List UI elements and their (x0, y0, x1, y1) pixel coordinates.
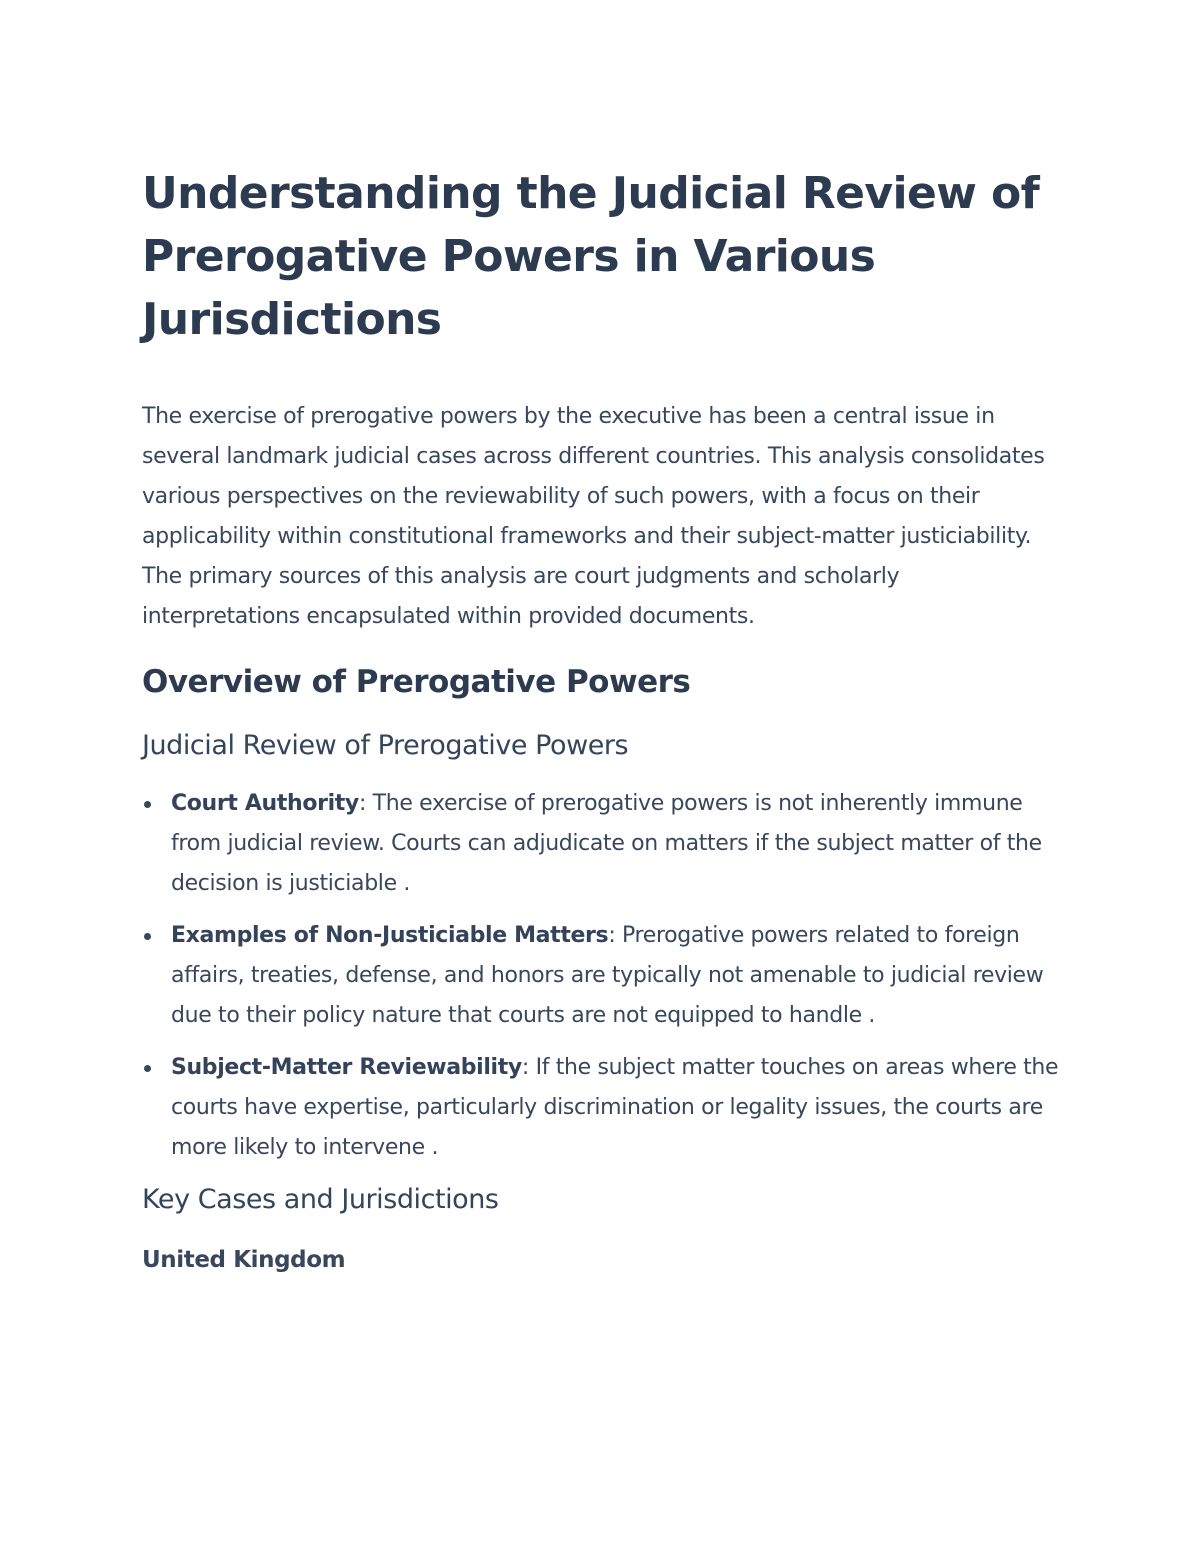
list-item (142, 916, 1062, 1036)
bullet-term: Subject-Matter Reviewability (171, 1055, 522, 1080)
bullet-text: : Prerogative powers related to foreign affairs, treaties, defense, and honors are typically not amenable to judicial review due to their policy nature that courts are not equipped to handle . (171, 923, 1044, 1028)
list-item (142, 784, 1062, 904)
subsection-heading-judicial-review: Judicial Review of Prerogative Powers (142, 730, 629, 761)
list-item (142, 1048, 1062, 1168)
bullet-icon (144, 801, 151, 808)
bullet-text: : The exercise of prerogative powers is not inherently immune from judicial review. Courts can adjudicate on matters if the subject matter of the decision is justiciable . (171, 791, 1042, 896)
document-title: Understanding the Judicial Review of Prerogative Powers in Various Jurisdictions (142, 168, 1040, 345)
bullet-term: Court Authority (171, 791, 359, 816)
bullet-term: Examples of Non-Justiciable Matters (171, 923, 609, 948)
bullet-text: : If the subject matter touches on areas where the courts have expertise, particularly discrimination or legality issues, the courts are more likely to intervene . (171, 1055, 1059, 1160)
intro-paragraph: The exercise of prerogative powers by the executive has been a central issue in several landmark judicial cases across different countries. This analysis consolidates various perspectives on the reviewability of such powers, with a focus on their applicability within constitutional frameworks and their subject-matter justiciability. The primary sources of this analysis are court judgments and scholarly interpretations encapsulated within provided documents. (142, 404, 1045, 629)
bullet-list (142, 784, 1062, 1168)
subsection-heading-key-cases: Key Cases and Jurisdictions (142, 1184, 499, 1215)
bullet-icon (144, 1065, 151, 1072)
section-heading: Overview of Prerogative Powers (142, 664, 691, 700)
jurisdiction-heading: United Kingdom (142, 1247, 346, 1273)
bullet-icon (144, 933, 151, 940)
document-page (142, 162, 1062, 1280)
